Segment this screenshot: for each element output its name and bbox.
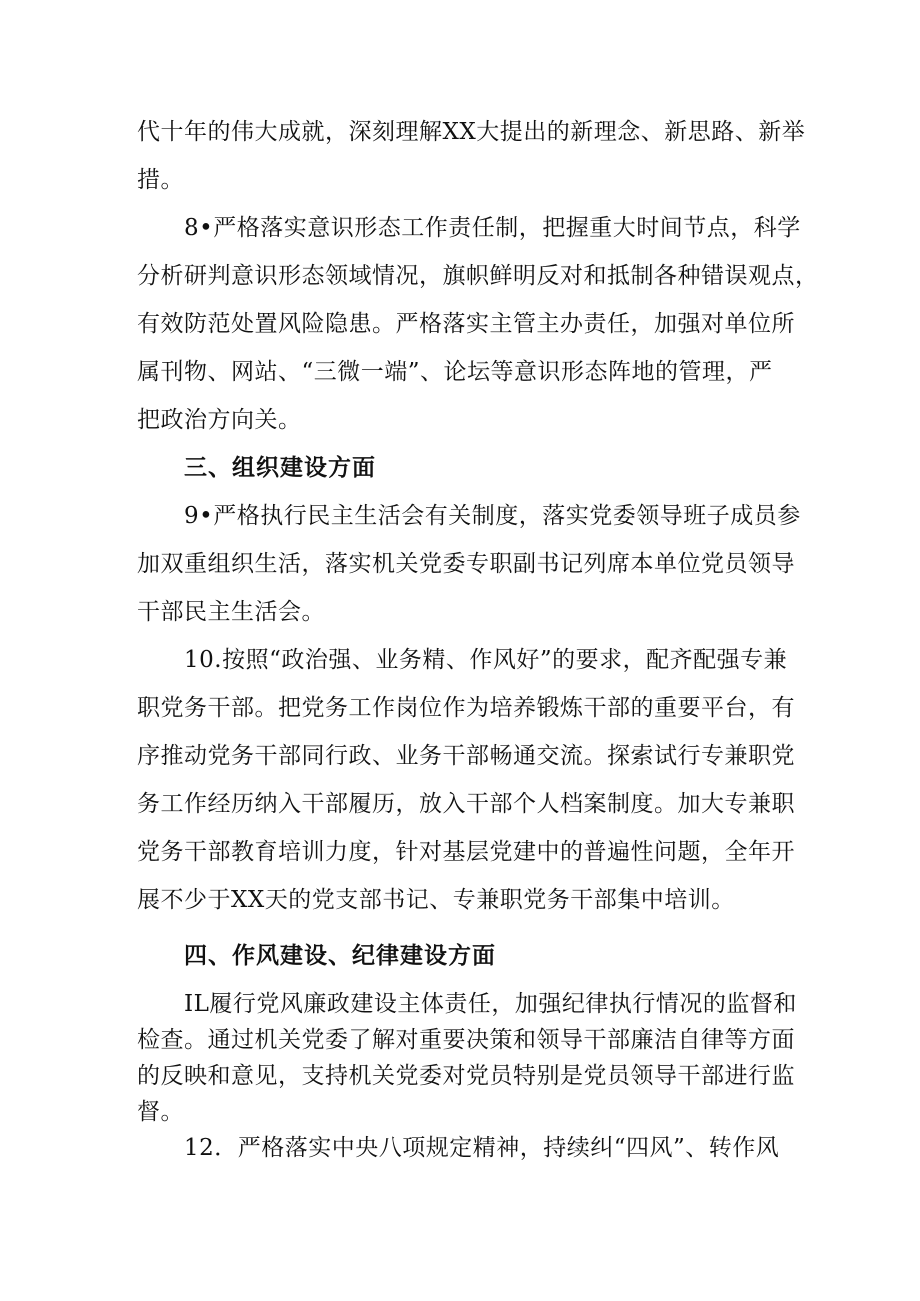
paragraph-line: 代十年的伟大成就，深刻理解XX大提出的新理念、新思路、新举 — [137, 119, 806, 145]
paragraph-line: 展不少于XX天的党支部书记、专兼职党务干部集中培训。 — [137, 887, 735, 913]
section-heading: 四、作风建设、纪律建设方面 — [184, 943, 496, 969]
paragraph-line: 9•严格执行民主生活会有关制度，落实党委领导班子成员参 — [184, 503, 801, 529]
paragraph-line: 加双重组织生活，落实机关党委专职副书记列席本单位党员领导 — [137, 551, 795, 577]
paragraph-line: 属刊物、网站、“三微一端”、论坛等意识形态阵地的管理，严 — [137, 359, 773, 385]
paragraph-line: IL履行党风廉政建设主体责任，加强纪律执行情况的监督和 — [184, 991, 797, 1017]
paragraph-line: 职党务干部。把党务工作岗位作为培养锻炼干部的重要平台，有 — [137, 695, 795, 721]
paragraph-line: 8•严格落实意识形态工作责任制，把握重大时间节点，科学 — [184, 215, 801, 241]
paragraph-line: 分析研判意识形态领域情况，旗帜鲜明反对和抵制各种错误观点， — [137, 263, 819, 289]
paragraph-line: 序推动党务干部同行政、业务干部畅通交流。探索试行专兼职党 — [137, 743, 795, 769]
paragraph-line: 把政治方向关。 — [137, 407, 302, 433]
paragraph-line: 的反映和意见，支持机关党委对党员特别是党员领导干部进行监 — [137, 1063, 795, 1089]
paragraph-line: 有效防范处置风险隐患。严格落实主管主办责任，加强对单位所 — [137, 311, 795, 337]
paragraph-line: 党务干部教育培训力度，针对基层党建中的普遍性问题，全年开 — [137, 839, 795, 865]
paragraph-line: 10.按照“政治强、业务精、作风好”的要求，配齐配强专兼 — [184, 647, 788, 673]
paragraph-line: 干部民主生活会。 — [137, 599, 325, 625]
paragraph-line: 务工作经历纳入干部履历，放入干部个人档案制度。加大专兼职 — [137, 791, 795, 817]
paragraph-line: 督。 — [137, 1099, 184, 1125]
paragraph-line: 12．严格落实中央八项规定精神，持续纠“四风”、转作风 — [184, 1135, 780, 1161]
paragraph-line: 检查。通过机关党委了解对重要决策和领导干部廉洁自律等方面 — [137, 1027, 795, 1053]
paragraph-line: 措。 — [137, 167, 184, 193]
section-heading: 三、组织建设方面 — [184, 455, 376, 481]
